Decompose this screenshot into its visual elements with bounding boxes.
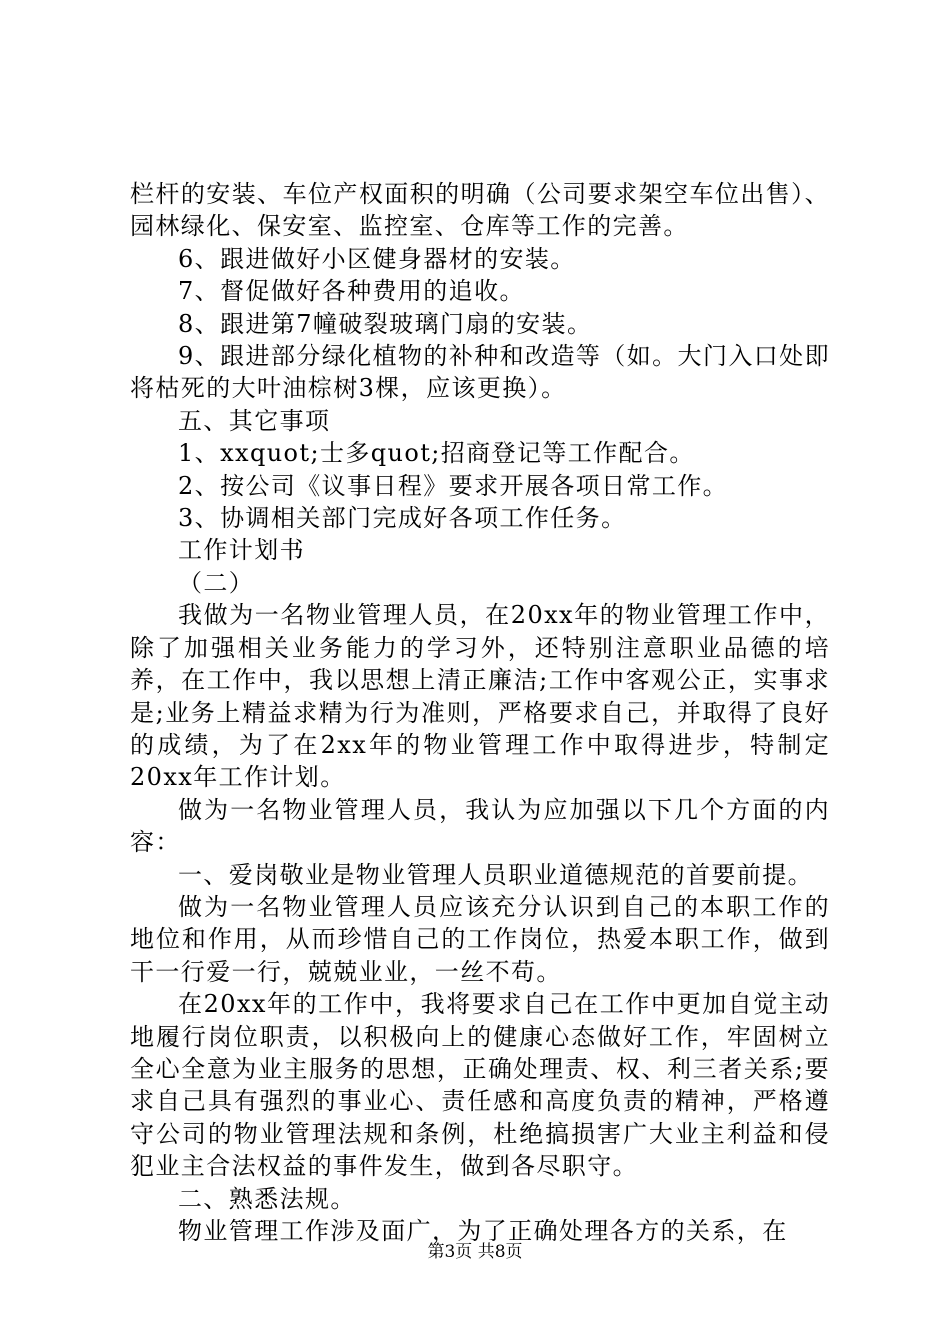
paragraph-intro: 我做为一名物业管理人员，在20xx年的物业管理工作中，除了加强相关业务能力的学习外，还特别注意职业品德的培养，在工作中，我以思想上清正廉洁;工作中客观公正，实事求是;业务上精益求精为行为准则，严格要求自己，并取得了良好的成绩，为了在2xx年的物业管理工作中取得进步，特制定20xx年工作计划。 [130, 601, 830, 792]
paragraph-item-7: 7、督促做好各种费用的追收。 [178, 277, 525, 306]
paragraph-aspects: 做为一名物业管理人员，我认为应加强以下几个方面的内容： [130, 795, 830, 857]
paragraph-item-9: 9、跟进部分绿化植物的补种和改造等（如。大门入口处即将枯死的大叶油棕树3棵，应该更换）。 [130, 342, 830, 403]
paragraph-work-plan: 在20xx年的工作中，我将要求自己在工作中更加自觉主动地履行岗位职责，以积极向上的健康心态做好工作，牢固树立全心全意为业主服务的思想，正确处理责、权、利三者关系;要求自己具有强烈的事业心、责任感和高度负责的精神，严格遵守公司的物业管理法规和条例，杜绝搞损害广大业主利益和侵犯业主合法权益的事件发生，做到各尽职守。 [130, 990, 830, 1181]
part-number: （二） [178, 568, 255, 597]
paragraph-item-6: 6、跟进做好小区健身器材的安装。 [178, 244, 576, 273]
section-heading-regulations: 二、熟悉法规。 [178, 1184, 356, 1213]
document-body [130, 178, 830, 1247]
paragraph-regulations: 物业管理工作涉及面广，为了正确处理各方的关系，在 [178, 1217, 788, 1245]
section-heading-other-matters: 五、其它事项 [178, 406, 331, 435]
paragraph-dedication: 做为一名物业管理人员应该充分认识到自己的本职工作的地位和作用，从而珍惜自己的工作岗位，热爱本职工作，做到干一行爱一行，兢兢业业，一丝不苟。 [130, 892, 830, 986]
page-number-footer: 第3页 共8页 [427, 1242, 523, 1262]
paragraph-continuation: 栏杆的安装、车位产权面积的明确（公司要求架空车位出售）、园林绿化、保安室、监控室、仓库等工作的完善。 [130, 180, 830, 241]
paragraph-other-2: 2、按公司《议事日程》要求开展各项日常工作。 [178, 471, 729, 500]
paragraph-item-8: 8、跟进第7幢破裂玻璃门扇的安装。 [178, 309, 593, 338]
section-heading-dedication: 一、爱岗敬业是物业管理人员职业道德规范的首要前提。 [178, 860, 813, 889]
paragraph-other-3: 3、协调相关部门完成好各项工作任务。 [178, 504, 627, 533]
paragraph-other-1: 1、xxquot;士多quot;招商登记等工作配合。 [178, 439, 695, 468]
document-subtitle: 工作计划书 [178, 536, 305, 565]
